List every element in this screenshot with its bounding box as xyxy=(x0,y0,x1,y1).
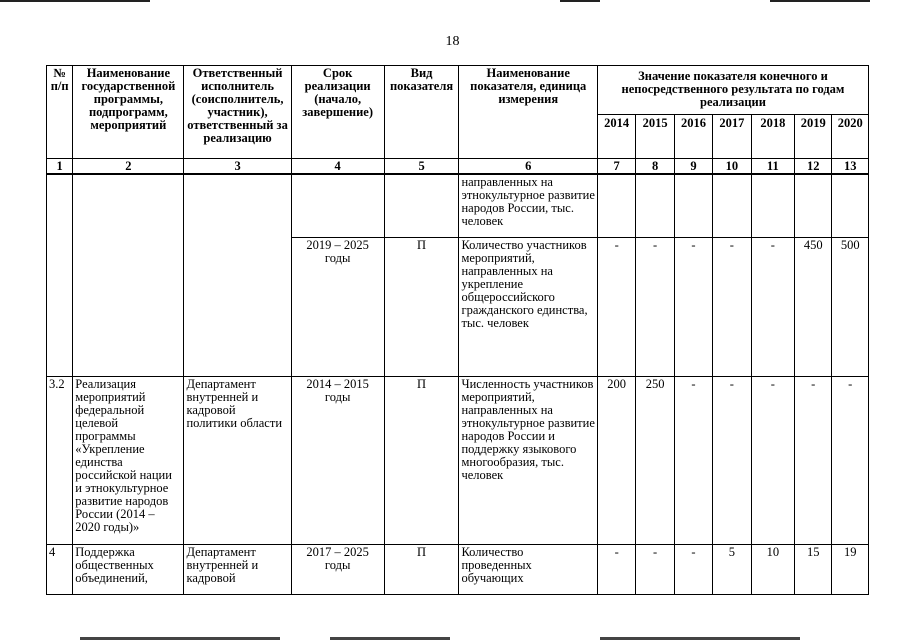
header-year: 2018 xyxy=(751,115,794,159)
row-type: П xyxy=(384,544,459,595)
row-period: 2017 – 2025 годы xyxy=(291,544,384,595)
row-period: 2014 – 2015 годы xyxy=(291,376,384,544)
scan-edge-top xyxy=(0,0,150,2)
column-number-row xyxy=(47,159,869,175)
column-number: 4 xyxy=(291,159,384,175)
column-number: 10 xyxy=(713,159,751,175)
scan-edge-top xyxy=(770,0,870,2)
row-value: - xyxy=(597,237,635,376)
row-executor: Департамент внутренней и кадровой xyxy=(184,544,291,595)
column-number: 8 xyxy=(636,159,674,175)
row-indicator: направленных на этнокультурное развитие народов России, тыс. человек xyxy=(459,174,598,237)
header-indicator: Наименование показателя, единица измерения xyxy=(459,66,598,159)
column-number: 2 xyxy=(73,159,184,175)
header-period: Срок реализации (начало, завершение) xyxy=(291,66,384,159)
header-year: 2019 xyxy=(795,115,832,159)
page-number: 18 xyxy=(445,34,460,49)
row-type: П xyxy=(384,376,459,544)
row-value: 19 xyxy=(832,544,869,595)
row-name xyxy=(73,174,184,376)
row-value xyxy=(597,174,635,237)
row-indicator: Численность участников мероприятий, направленных на этнокультурное развитие народов России и поддержку языкового многообразия, тыс. человек xyxy=(459,376,598,544)
header-name: Наименование государственной программы, подпрограмм, мероприятий xyxy=(73,66,184,159)
row-value: 15 xyxy=(795,544,832,595)
row-value: 450 xyxy=(795,237,832,376)
row-value: - xyxy=(636,544,674,595)
header-type: Вид показателя xyxy=(384,66,459,159)
header-year: 2020 xyxy=(832,115,869,159)
row-value: 500 xyxy=(832,237,869,376)
row-value: 5 xyxy=(713,544,751,595)
row-num xyxy=(47,174,73,376)
program-indicators-table xyxy=(46,65,869,595)
column-number: 7 xyxy=(597,159,635,175)
row-value xyxy=(795,174,832,237)
row-value: - xyxy=(597,544,635,595)
row-value xyxy=(674,174,712,237)
column-number: 12 xyxy=(795,159,832,175)
row-value: - xyxy=(713,237,751,376)
row-indicator: Количество проведенных обучающих xyxy=(459,544,598,595)
row-num: 4 xyxy=(47,544,73,595)
row-value xyxy=(713,174,751,237)
row-name: Поддержка общественных объединений, xyxy=(73,544,184,595)
row-name: Реализация мероприятий федеральной целевой программы «Укрепление единства российской нации и этнокультурное развитие народов России (2014 – 2020 годы)» xyxy=(73,376,184,544)
column-number: 5 xyxy=(384,159,459,175)
header-year: 2014 xyxy=(597,115,635,159)
row-value: - xyxy=(751,376,794,544)
table-row xyxy=(47,376,869,544)
column-number: 3 xyxy=(184,159,291,175)
scan-edge-top xyxy=(560,0,600,2)
row-value xyxy=(751,174,794,237)
table-row xyxy=(47,544,869,595)
row-value: - xyxy=(636,237,674,376)
table-row xyxy=(47,174,869,237)
row-type xyxy=(384,174,459,237)
column-number: 11 xyxy=(751,159,794,175)
row-value: 250 xyxy=(636,376,674,544)
row-value: - xyxy=(674,376,712,544)
header-num: № п/п xyxy=(47,66,73,159)
row-value xyxy=(832,174,869,237)
row-value xyxy=(636,174,674,237)
header-year: 2017 xyxy=(713,115,751,159)
column-number: 9 xyxy=(674,159,712,175)
row-value: - xyxy=(832,376,869,544)
header-executor: Ответственный исполнитель (соисполнитель, участник), ответственный за реализацию xyxy=(184,66,291,159)
column-number: 1 xyxy=(47,159,73,175)
row-value: - xyxy=(674,544,712,595)
row-value: 10 xyxy=(751,544,794,595)
column-number: 6 xyxy=(459,159,598,175)
row-value: - xyxy=(713,376,751,544)
row-num: 3.2 xyxy=(47,376,73,544)
row-value: - xyxy=(795,376,832,544)
row-value: 200 xyxy=(597,376,635,544)
column-number: 13 xyxy=(832,159,869,175)
row-value: - xyxy=(751,237,794,376)
row-indicator: Количество участников мероприятий, направленных на укрепление общероссийского гражданского единства, тыс. человек xyxy=(459,237,598,376)
header-year: 2015 xyxy=(636,115,674,159)
row-value: - xyxy=(674,237,712,376)
row-period: 2019 – 2025 годы xyxy=(291,237,384,376)
header-year: 2016 xyxy=(674,115,712,159)
row-executor: Департамент внутренней и кадровой политики области xyxy=(184,376,291,544)
row-type: П xyxy=(384,237,459,376)
row-period xyxy=(291,174,384,237)
header-values-group: Значение показателя конечного и непосредственного результата по годам реализации xyxy=(597,66,868,115)
row-executor xyxy=(184,174,291,376)
